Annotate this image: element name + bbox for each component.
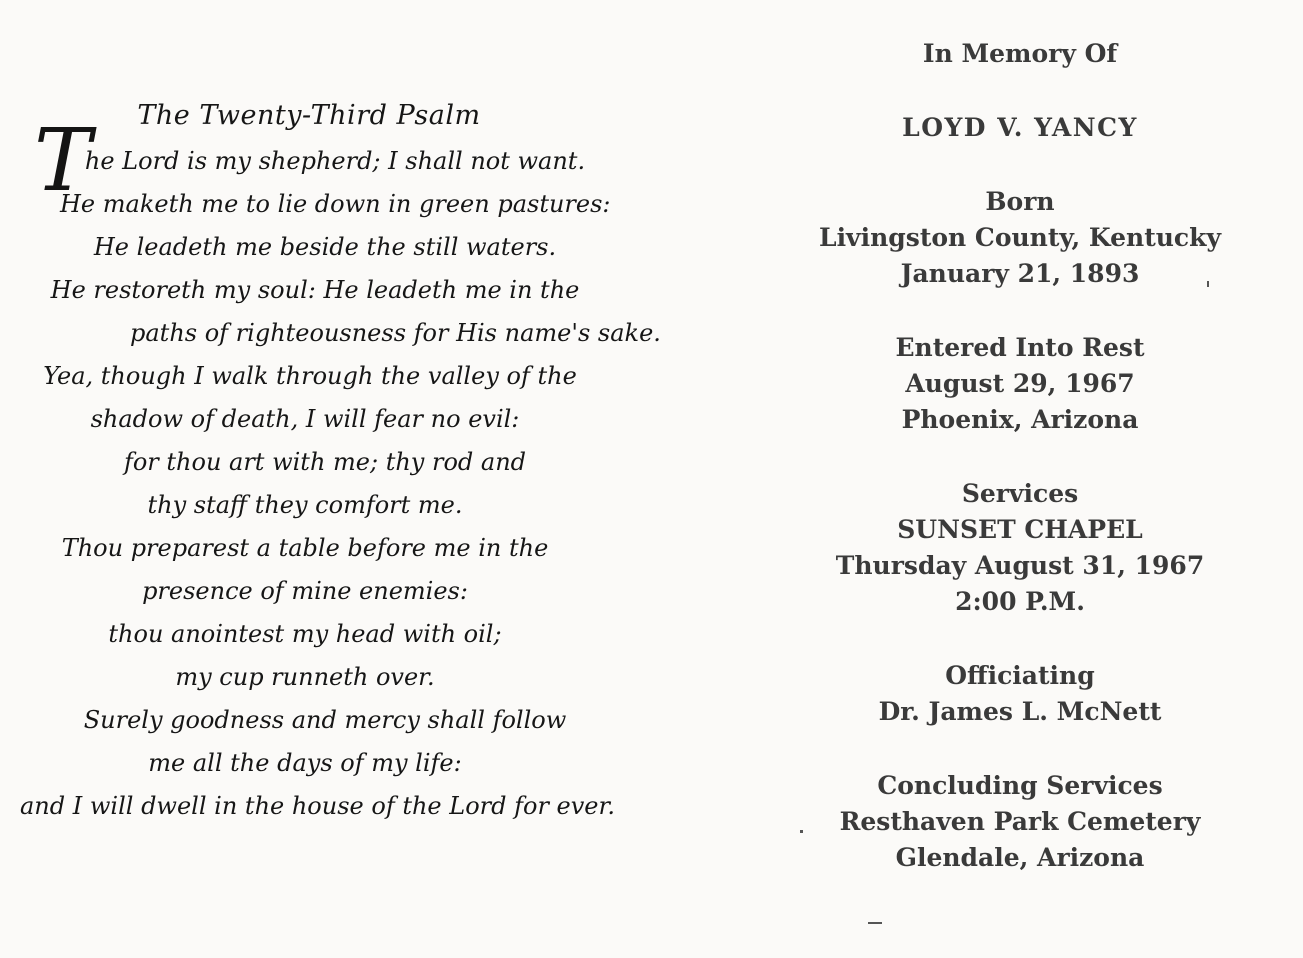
psalm-line: presence of mine enemies: [142, 577, 468, 605]
psalm-line: He leadeth me beside the still waters. [93, 233, 557, 261]
psalm-line: Thou preparest a table before me in the [61, 534, 549, 562]
deceased-name: LOYD V. YANCY [902, 113, 1138, 142]
psalm-line: Surely goodness and mercy shall follow [83, 706, 567, 734]
rest-place: Phoenix, Arizona [901, 405, 1139, 434]
print-speck [868, 922, 882, 924]
print-speck [800, 830, 803, 833]
psalm-line: shadow of death, I will fear no evil: [90, 405, 520, 433]
psalm-line: paths of righteousness for His name's sake. [130, 319, 661, 347]
memorial-panel [760, 36, 1280, 876]
concluding-label: Concluding Services [877, 771, 1163, 800]
psalm-line: thou anointest my head with oil; [108, 620, 502, 648]
psalm-line: he Lord is my shepherd; I shall not want. [84, 147, 586, 175]
psalm-line: He restoreth my soul: He leadeth me in the [50, 276, 580, 304]
rest-date: August 29, 1967 [905, 369, 1135, 398]
psalm-line: He maketh me to lie down in green pastures: [60, 190, 611, 218]
psalm-line: me all the days of my life: [148, 749, 462, 777]
born-label: Born [985, 187, 1055, 216]
services-place: SUNSET CHAPEL [897, 515, 1143, 544]
officiant-name: Dr. James L. McNett [878, 697, 1162, 726]
psalm-line: my cup runneth over. [175, 663, 435, 691]
psalm-panel [20, 92, 661, 828]
services-label: Services [961, 479, 1079, 508]
rest-label: Entered Into Rest [895, 333, 1145, 362]
cemetery-place: Glendale, Arizona [895, 843, 1145, 872]
officiating-label: Officiating [945, 661, 1095, 690]
born-place: Livingston County, Kentucky [818, 223, 1221, 252]
psalm-line: Yea, though I walk through the valley of the [43, 362, 577, 390]
psalm-line: and I will dwell in the house of the Lord for ever. [20, 792, 615, 820]
cemetery-name: Resthaven Park Cemetery [839, 807, 1201, 836]
services-time: 2:00 P.M. [955, 587, 1085, 616]
services-date: Thursday August 31, 1967 [835, 551, 1205, 580]
memorial-heading: In Memory Of [922, 39, 1118, 68]
psalm-title: The Twenty-Third Psalm [137, 100, 481, 131]
born-date: January 21, 1893 [900, 259, 1140, 288]
drop-cap: T [34, 111, 92, 211]
psalm-line: for thou art with me; thy rod and [123, 448, 527, 476]
print-speck [1207, 281, 1209, 287]
psalm-line: thy staff they comfort me. [147, 491, 463, 519]
psalm-text [20, 140, 661, 828]
